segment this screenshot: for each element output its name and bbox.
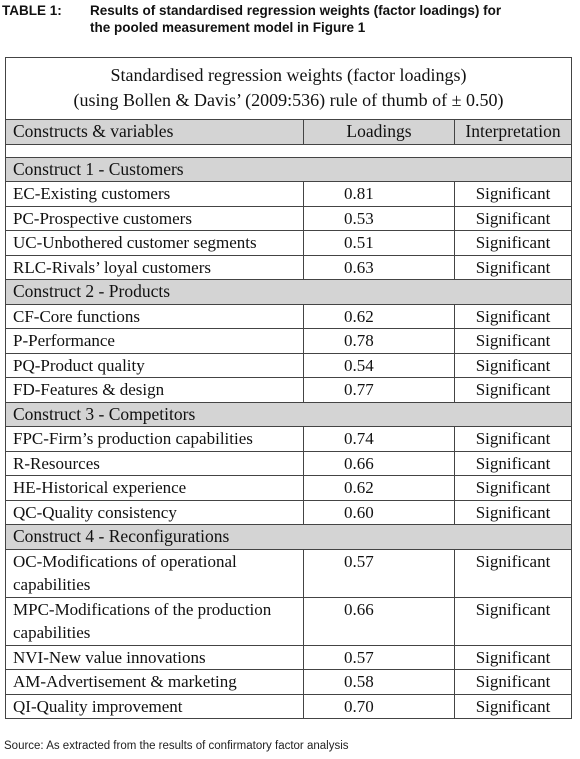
table-title-row bbox=[6, 58, 572, 120]
variable-cell: NVI-New value innovations bbox=[6, 645, 304, 670]
loading-cell: 0.51 bbox=[304, 231, 455, 256]
table-row bbox=[6, 500, 572, 525]
table-row bbox=[6, 304, 572, 329]
table-row bbox=[6, 549, 572, 597]
loading-cell: 0.57 bbox=[304, 549, 455, 597]
column-header-row bbox=[6, 120, 572, 145]
loading-cell: 0.62 bbox=[304, 304, 455, 329]
table-row bbox=[6, 353, 572, 378]
table-row bbox=[6, 378, 572, 403]
table-row bbox=[6, 255, 572, 280]
table-title-line-1: Standardised regression weights (factor loadings) bbox=[110, 65, 467, 85]
variable-cell: UC-Unbothered customer segments bbox=[6, 231, 304, 256]
column-header-interpretation: Interpretation bbox=[455, 120, 572, 145]
table-row bbox=[6, 476, 572, 501]
table-row bbox=[6, 427, 572, 452]
interpretation-cell: Significant bbox=[455, 206, 572, 231]
variable-cell: QC-Quality consistency bbox=[6, 500, 304, 525]
variable-cell: CF-Core functions bbox=[6, 304, 304, 329]
table-row bbox=[6, 329, 572, 354]
source-note: Source: As extracted from the results of confirmatory factor analysis bbox=[4, 740, 349, 752]
construct-name: Construct 1 - Customers bbox=[6, 157, 572, 182]
variable-cell: MPC-Modifications of the production capabilities bbox=[6, 597, 304, 645]
interpretation-cell: Significant bbox=[455, 427, 572, 452]
spacer-row bbox=[6, 144, 572, 157]
construct-name: Construct 4 - Reconfigurations bbox=[6, 525, 572, 550]
construct-header-row bbox=[6, 525, 572, 550]
loading-cell: 0.62 bbox=[304, 476, 455, 501]
loading-cell: 0.66 bbox=[304, 597, 455, 645]
table-label: TABLE 1: bbox=[2, 3, 62, 18]
loading-cell: 0.66 bbox=[304, 451, 455, 476]
interpretation-cell: Significant bbox=[455, 304, 572, 329]
interpretation-cell: Significant bbox=[455, 378, 572, 403]
loading-cell: 0.74 bbox=[304, 427, 455, 452]
loading-cell: 0.53 bbox=[304, 206, 455, 231]
table-row bbox=[6, 645, 572, 670]
variable-cell: R-Resources bbox=[6, 451, 304, 476]
table-row bbox=[6, 597, 572, 645]
variable-cell: P-Performance bbox=[6, 329, 304, 354]
table-row bbox=[6, 206, 572, 231]
interpretation-cell: Significant bbox=[455, 549, 572, 597]
loading-cell: 0.57 bbox=[304, 645, 455, 670]
interpretation-cell: Significant bbox=[455, 353, 572, 378]
table-row bbox=[6, 694, 572, 719]
table-caption-text bbox=[90, 2, 570, 36]
column-header-loadings: Loadings bbox=[304, 120, 455, 145]
variable-cell: PC-Prospective customers bbox=[6, 206, 304, 231]
variable-cell: FD-Features & design bbox=[6, 378, 304, 403]
table-title-line-2: (using Bollen & Davis’ (2009:536) rule of thumb of ± 0.50) bbox=[73, 90, 504, 110]
variable-cell: EC-Existing customers bbox=[6, 182, 304, 207]
interpretation-cell: Significant bbox=[455, 670, 572, 695]
loading-cell: 0.70 bbox=[304, 694, 455, 719]
variable-cell: QI-Quality improvement bbox=[6, 694, 304, 719]
construct-header-row bbox=[6, 402, 572, 427]
interpretation-cell: Significant bbox=[455, 255, 572, 280]
table-row bbox=[6, 670, 572, 695]
interpretation-cell: Significant bbox=[455, 231, 572, 256]
loading-cell: 0.78 bbox=[304, 329, 455, 354]
interpretation-cell: Significant bbox=[455, 597, 572, 645]
construct-header-row bbox=[6, 157, 572, 182]
interpretation-cell: Significant bbox=[455, 645, 572, 670]
variable-cell: RLC-Rivals’ loyal customers bbox=[6, 255, 304, 280]
caption-line-1: Results of standardised regression weights (factor loadings) for bbox=[90, 3, 502, 18]
construct-name: Construct 2 - Products bbox=[6, 280, 572, 305]
loading-cell: 0.54 bbox=[304, 353, 455, 378]
factor-loadings-table bbox=[5, 57, 572, 719]
table-row bbox=[6, 231, 572, 256]
table-row bbox=[6, 451, 572, 476]
loading-cell: 0.63 bbox=[304, 255, 455, 280]
table-row bbox=[6, 182, 572, 207]
interpretation-cell: Significant bbox=[455, 500, 572, 525]
loading-cell: 0.81 bbox=[304, 182, 455, 207]
caption-line-2: the pooled measurement model in Figure 1 bbox=[90, 20, 366, 35]
variable-cell: AM-Advertisement & marketing bbox=[6, 670, 304, 695]
interpretation-cell: Significant bbox=[455, 329, 572, 354]
loading-cell: 0.77 bbox=[304, 378, 455, 403]
loading-cell: 0.58 bbox=[304, 670, 455, 695]
variable-cell: OC-Modifications of operational capabilities bbox=[6, 549, 304, 597]
spacer-cell bbox=[6, 144, 572, 157]
construct-name: Construct 3 - Competitors bbox=[6, 402, 572, 427]
variable-cell: PQ-Product quality bbox=[6, 353, 304, 378]
variable-cell: FPC-Firm’s production capabilities bbox=[6, 427, 304, 452]
construct-header-row bbox=[6, 280, 572, 305]
interpretation-cell: Significant bbox=[455, 451, 572, 476]
interpretation-cell: Significant bbox=[455, 694, 572, 719]
interpretation-cell: Significant bbox=[455, 182, 572, 207]
column-header-constructs: Constructs & variables bbox=[6, 120, 304, 145]
interpretation-cell: Significant bbox=[455, 476, 572, 501]
variable-cell: HE-Historical experience bbox=[6, 476, 304, 501]
table-title-cell bbox=[6, 58, 572, 120]
loading-cell: 0.60 bbox=[304, 500, 455, 525]
